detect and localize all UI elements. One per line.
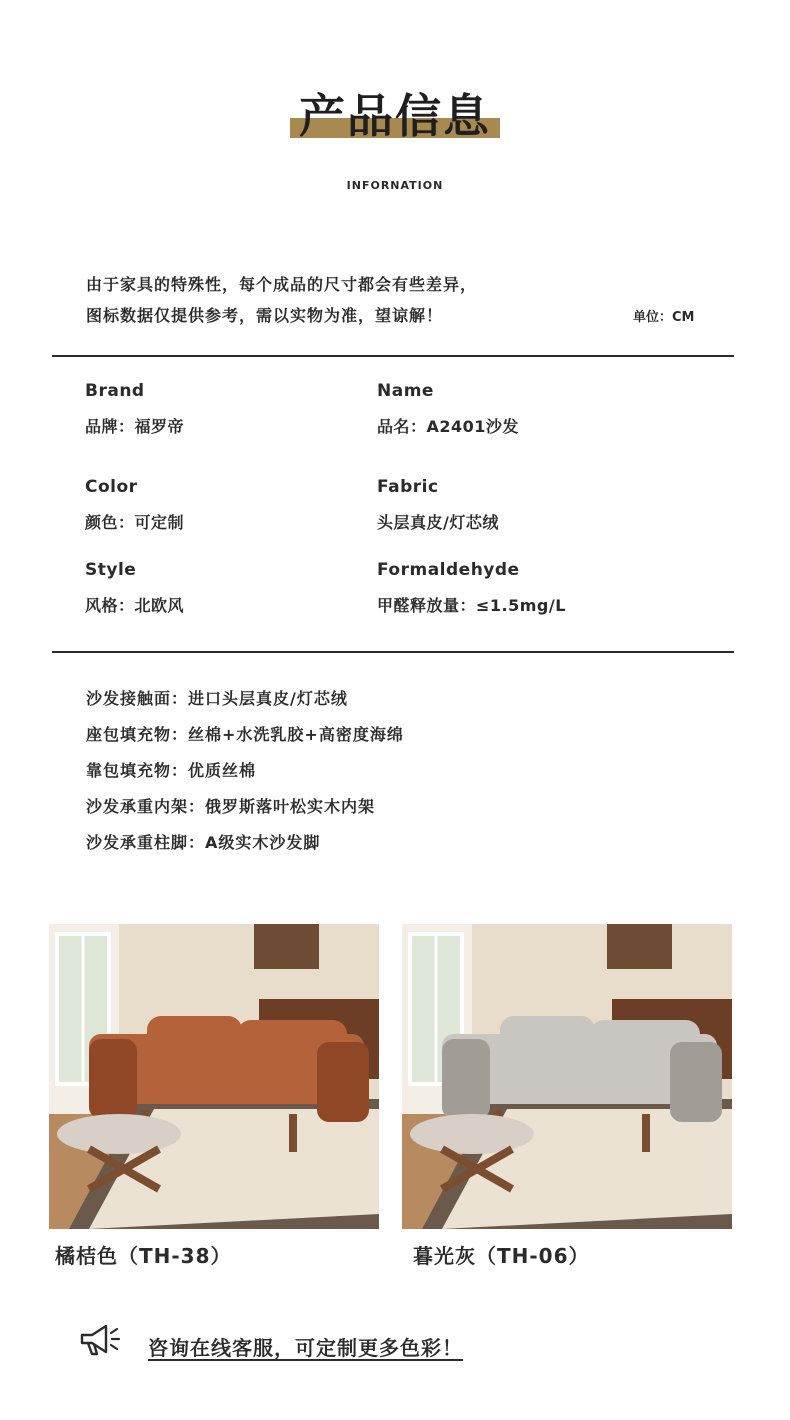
divider	[52, 651, 734, 653]
spec-name-label: Name	[377, 381, 434, 401]
page-subtitle: INFORNATION	[346, 179, 444, 192]
detail-item: 沙发接触面：进口头层真皮/灯芯绒	[86, 689, 348, 708]
spec-name-value: 品名：A2401沙发	[377, 417, 519, 436]
divider	[52, 355, 734, 357]
spec-style-value: 风格：北欧风	[85, 596, 185, 615]
product-photo-grey	[402, 924, 732, 1229]
detail-item: 沙发承重柱脚：A级实木沙发脚	[86, 833, 321, 852]
product-photo-orange	[49, 924, 379, 1229]
spec-fabric-label: Fabric	[377, 477, 439, 497]
spec-color-label: Color	[85, 477, 138, 497]
spec-formaldehyde-value: 甲醛释放量：≤1.5mg/L	[377, 596, 566, 615]
spec-brand-value: 品牌：福罗帝	[85, 417, 185, 436]
spec-fabric-value: 头层真皮/灯芯绒	[377, 513, 499, 532]
page-title: 产品信息	[299, 89, 491, 143]
notice-line-1: 由于家具的特殊性，每个成品的尺寸都会有些差异，	[86, 275, 478, 294]
spec-style-label: Style	[85, 560, 137, 580]
spec-formaldehyde-label: Formaldehyde	[377, 560, 520, 580]
detail-item: 座包填充物：丝棉+水洗乳胶+高密度海绵	[86, 725, 404, 744]
spec-brand-label: Brand	[85, 381, 145, 401]
detail-item: 靠包填充物：优质丝棉	[86, 761, 257, 780]
variant-caption-orange: 橘桔色（TH-38）	[55, 1244, 232, 1268]
unit-label: 单位：CM	[633, 310, 695, 325]
spec-color-value: 颜色：可定制	[85, 513, 185, 532]
notice-line-2: 图标数据仅提供参考，需以实物为准，望谅解！	[86, 306, 444, 325]
detail-item: 沙发承重内架：俄罗斯落叶松实木内架	[86, 797, 376, 816]
megaphone-icon	[78, 1320, 122, 1360]
variant-caption-grey: 暮光灰（TH-06）	[413, 1244, 590, 1268]
customer-service-link[interactable]: 咨询在线客服，可定制更多色彩！	[148, 1336, 463, 1360]
